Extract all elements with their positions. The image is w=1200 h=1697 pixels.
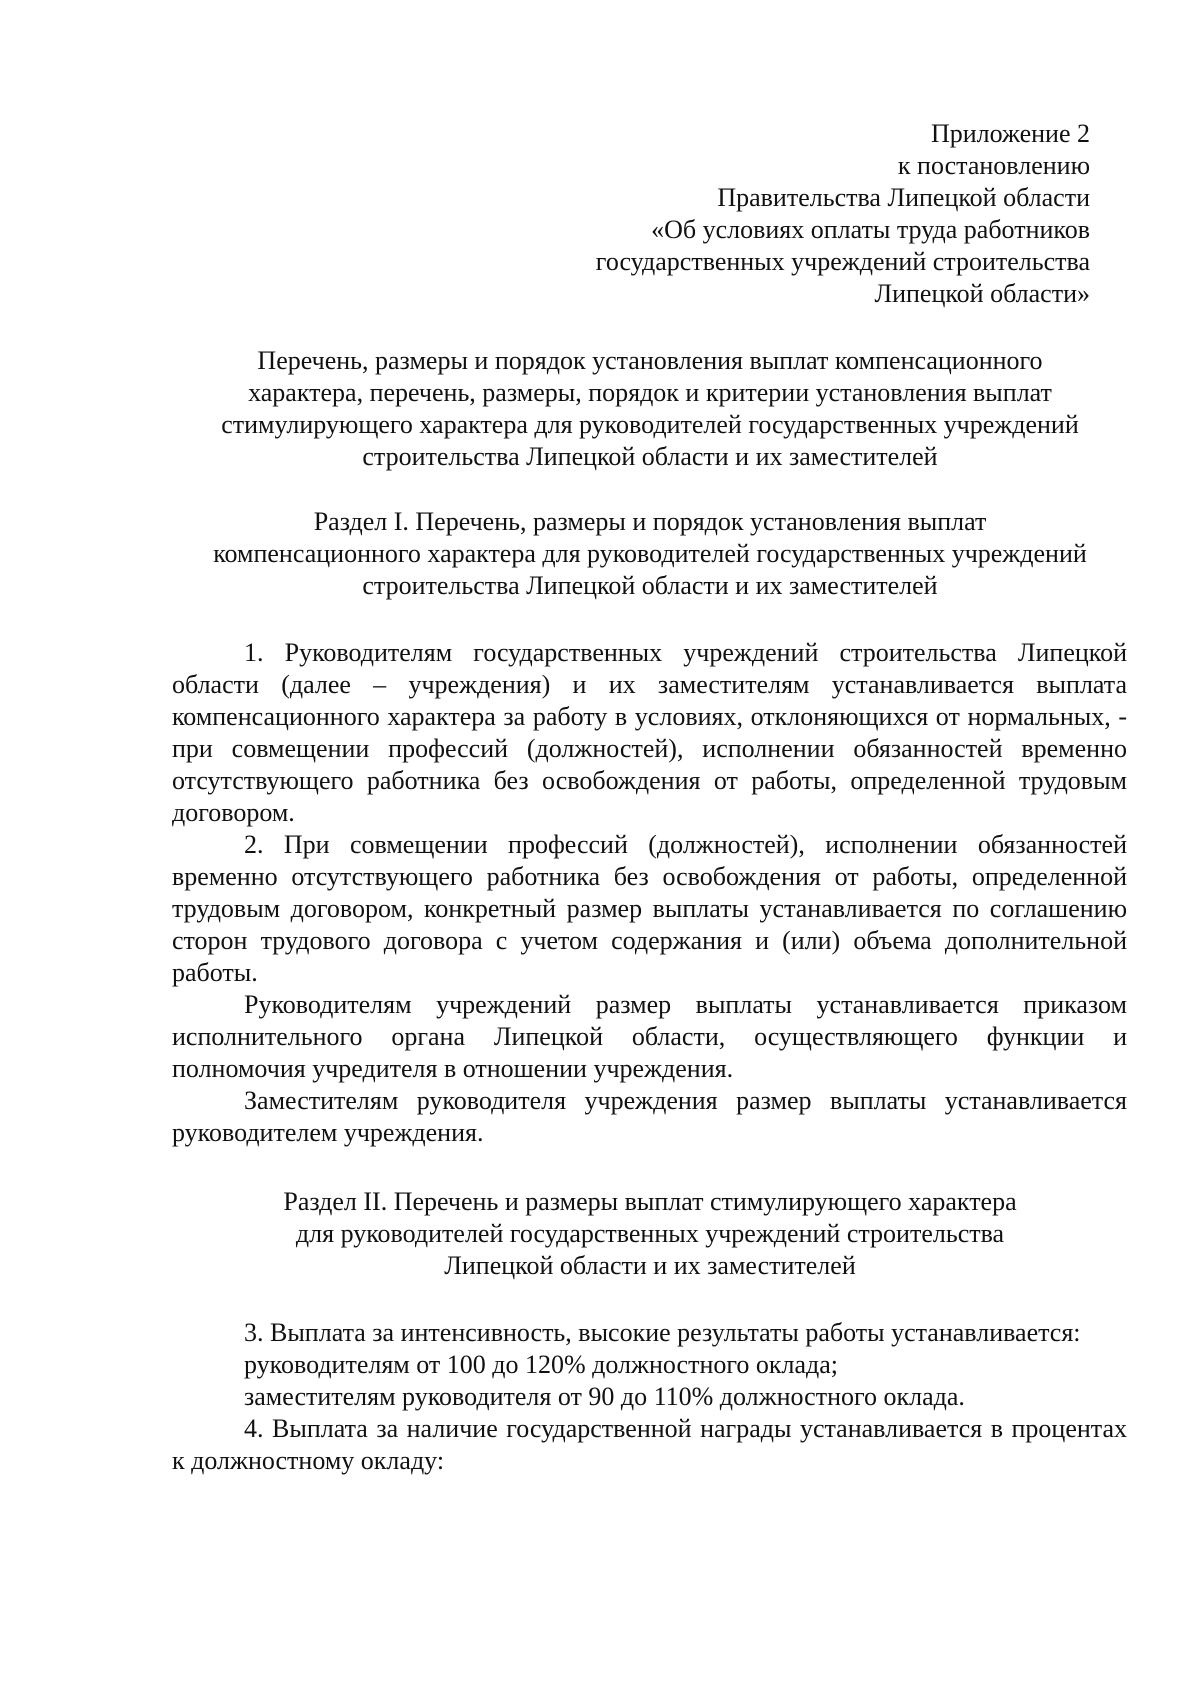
- attachment-line: к постановлению: [897, 151, 1090, 180]
- paragraph: Руководителям учреждений размер выплаты устанавливается приказом исполнительного органа Липецкой области, осуществляющего функции и полномочия учредителя в отношении учреждения.: [172, 990, 1127, 1083]
- attachment-line: государственных учреждений строительства: [595, 247, 1090, 276]
- paragraph: руководителям от 100 до 120% должностного оклада;: [244, 1350, 839, 1379]
- document-title: [170, 345, 1130, 473]
- paragraph: 1. Руководителям государственных учреждений строительства Липецкой области (далее – учреждения) и их заместителям устанавливается выплата компенсационного характера за работу в условиях, отклоняющихся от нормальных, - при совмещении профессий (должностей), исполнении обязанностей временно отсутствующего работника без освобождения от работы, определенной трудовым договором.: [172, 638, 1127, 827]
- attachment-line: Липецкой области»: [874, 279, 1090, 308]
- section-heading-line: Раздел II. Перечень и размеры выплат стимулирующего характера: [283, 1187, 1017, 1216]
- section-heading-line: Раздел I. Перечень, размеры и порядок установления выплат: [313, 507, 987, 536]
- section-1-heading: [170, 506, 1130, 602]
- attachment-line: Приложение 2: [930, 119, 1090, 148]
- attachment-line: Правительства Липецкой области: [717, 183, 1090, 212]
- section-heading-line: компенсационного характера для руководителей государственных учреждений: [213, 539, 1087, 568]
- title-line: строительства Липецкой области и их заместителей: [362, 442, 938, 471]
- title-line: Перечень, размеры и порядок установления выплат компенсационного: [257, 346, 1043, 375]
- section-heading-line: Липецкой области и их заместителей: [444, 1251, 856, 1280]
- title-line: стимулирующего характера для руководителей государственных учреждений: [221, 410, 1079, 439]
- attachment-header: [390, 118, 1090, 310]
- section-heading-line: для руководителей государственных учреждений строительства: [295, 1219, 1005, 1248]
- paragraph: 2. При совмещении профессий (должностей), исполнении обязанностей временно отсутствующего работника без освобождения от работы, определенной трудовым договором, конкретный размер выплаты устанавливается по соглашению сторон трудового договора с учетом содержания и (или) объема дополнительной работы.: [172, 830, 1127, 987]
- section-1-body: [172, 637, 1127, 1149]
- section-2-body: [172, 1317, 1127, 1477]
- attachment-line: «Об условиях оплаты труда работников: [651, 215, 1090, 244]
- section-2-heading: [170, 1186, 1130, 1282]
- paragraph: заместителям руководителя от 90 до 110% должностного оклада.: [244, 1382, 965, 1411]
- paragraph: 4. Выплата за наличие государственной награды устанавливается в процентах к должностному окладу:: [172, 1414, 1127, 1475]
- section-heading-line: строительства Липецкой области и их заместителей: [362, 571, 938, 600]
- title-line: характера, перечень, размеры, порядок и критерии установления выплат: [248, 378, 1052, 407]
- paragraph: 3. Выплата за интенсивность, высокие результаты работы устанавливается:: [244, 1318, 1081, 1347]
- paragraph: Заместителям руководителя учреждения размер выплаты устанавливается руководителем учреждения.: [172, 1086, 1127, 1147]
